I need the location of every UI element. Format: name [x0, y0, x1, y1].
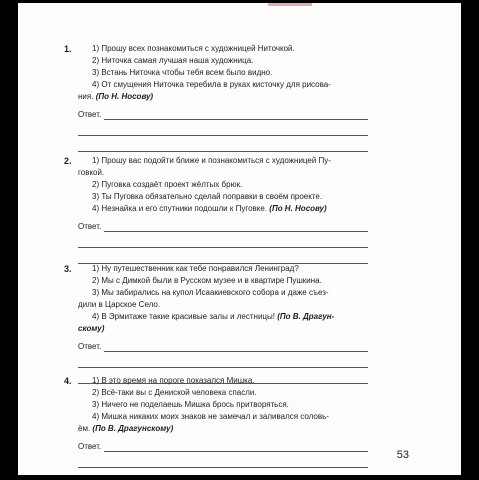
task-line [78, 323, 368, 335]
answer-field[interactable] [78, 441, 368, 453]
task-line: 4) Незнайка и его спутники подошли к Пуговке. (По Н. Носову) [92, 204, 327, 213]
task-line: ём. (По В. Драгунскому) [78, 424, 174, 433]
task-line: 4. 1) В это время на пороге показался Мишка. [64, 376, 255, 386]
task-line: 3) Встань Ниточка чтобы тебя всем было видно. [92, 68, 273, 77]
answer-field[interactable] [78, 221, 368, 233]
answer-line[interactable] [78, 457, 368, 469]
task-number: 4. [64, 376, 72, 386]
task-3 [64, 263, 368, 386]
source-citation: (По В. Драгунскому) [92, 424, 174, 433]
answer-label: Ответ. [78, 222, 102, 231]
task-line: 2) Мы с Димкой были в Русском музее и в квартире Пушкина. [92, 276, 322, 285]
answer-line[interactable] [78, 237, 368, 249]
task-line: 4) Мишка никаких моих знаков не замечал и заливался соловь- [92, 412, 329, 421]
answer-line[interactable] [78, 357, 368, 369]
task-1 [64, 43, 368, 153]
answer-label: Ответ. [78, 110, 102, 119]
source-citation: (По Н. Носову) [95, 92, 154, 101]
task-line: 2) Всё-таки вы с Дениской человека спасли. [92, 388, 257, 397]
task-line: 3) Ничего не поделаешь Мишка брось притворяться. [92, 400, 289, 409]
task-line: 4) От смущения Ниточка теребила в руках кисточку для рисова- [92, 80, 331, 89]
task-line: 3. 1) Ну путешественник как тебе понравился Ленинград? [64, 264, 299, 274]
task-4 [64, 375, 368, 469]
task-line: дили в Царское Село. [78, 300, 161, 309]
task-line: 4) В Эрмитаже такие красивые залы и лестницы! (По В. Драгун- [92, 312, 335, 321]
page-number: 53 [396, 449, 409, 461]
answer-label: Ответ. [78, 342, 102, 351]
task-line: 2. 1) Прошу вас подойти ближе и познакомиться с художницей Пу- [64, 156, 331, 166]
task-line: 2) Ниточка самая лучшая наша художница. [92, 56, 254, 65]
task-line: 3) Ты Пуговка обязательно сделай поправки в своём проекте. [92, 192, 323, 201]
source-citation-cont: скому) [78, 324, 105, 333]
task-line: 2) Пуговка создаёт проект жёлтых брюк. [92, 180, 243, 189]
answer-label: Ответ. [78, 442, 102, 451]
answer-field[interactable] [78, 109, 368, 121]
page-top-mark [268, 3, 312, 6]
answer-field[interactable] [78, 341, 368, 353]
source-citation: (По Н. Носову) [269, 204, 327, 213]
task-2 [64, 155, 368, 265]
task-line: 3) Мы забирались на купол Исаакиевского собора и даже съез- [92, 288, 329, 297]
task-number: 3. [64, 264, 72, 274]
task-number: 1. [64, 44, 72, 54]
task-line: говкой. [78, 168, 105, 177]
task-number: 2. [64, 156, 72, 166]
task-line: 1. 1) Прошу всех познакомиться с художницей Ниточкой. [64, 44, 295, 54]
answer-line[interactable] [78, 125, 368, 137]
task-line: ния. (По Н. Носову) [78, 92, 154, 101]
answer-line[interactable] [78, 141, 368, 153]
source-citation: (По В. Драгун- [277, 312, 335, 321]
workbook-page [18, 3, 461, 475]
